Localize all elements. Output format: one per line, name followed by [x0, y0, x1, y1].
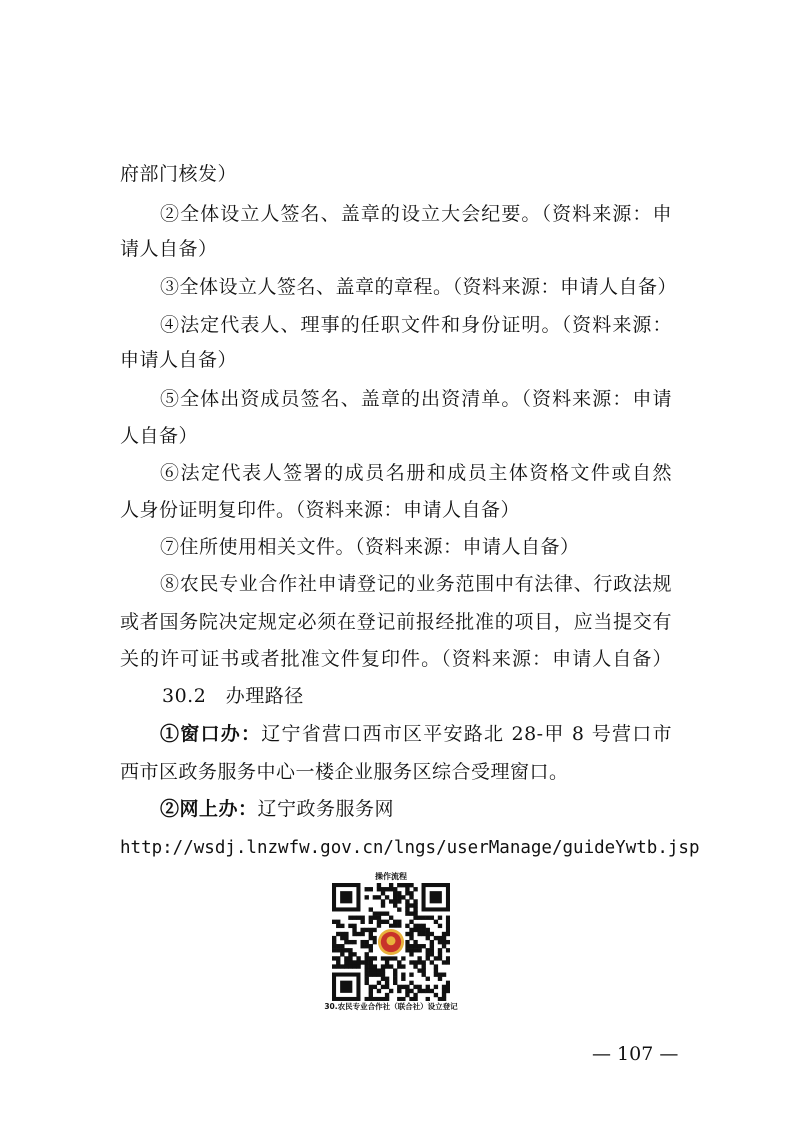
window-text-1: 辽宁省营口西市区平安路北 28-甲 8 号营口市: [261, 723, 672, 745]
text-line-7: ⑤全体出资成员签名、盖章的出资清单。（资料来源：申请: [160, 388, 672, 410]
qr-code-block: [318, 872, 464, 1014]
page-number: — 107 —: [592, 1043, 679, 1065]
qr-code-icon[interactable]: [332, 883, 450, 1001]
text-line-1: 府部门核发）: [120, 163, 238, 185]
text-line-10: 人身份证明复印件。（资料来源：申请人自备）: [120, 499, 521, 521]
text-line-2: ②全体设立人签名、盖章的设立大会纪要。（资料来源：申: [160, 203, 672, 225]
online-line: [160, 797, 394, 821]
window-line-2: 西市区政务服务中心一楼企业服务区综合受理窗口。: [120, 761, 569, 783]
text-line-6: 申请人自备）: [120, 349, 238, 371]
window-label: ①窗口办：: [160, 723, 262, 745]
text-line-13: 或者国务院决定规定必须在登记前报经批准的项目，应当提交有: [120, 611, 672, 633]
text-line-14: 关的许可证书或者批准文件复印件。（资料来源：申请人自备）: [120, 648, 672, 670]
qr-caption-top: 操作流程: [375, 872, 407, 881]
qr-caption-bottom: 30.农民专业合作社（联合社）设立登记: [324, 1002, 458, 1011]
text-line-3: 请人自备）: [120, 238, 218, 260]
text-line-4: ③全体设立人签名、盖章的章程。（资料来源：申请人自备）: [160, 276, 678, 298]
text-line-9: ⑥法定代表人签署的成员名册和成员主体资格文件或自然: [160, 462, 672, 484]
section-heading: 30.2 办理路径: [162, 685, 304, 707]
online-text: 辽宁政务服务网: [257, 798, 395, 820]
text-line-11: ⑦住所使用相关文件。（资料来源：申请人自备）: [160, 536, 580, 558]
online-label: ②网上办：: [160, 798, 258, 820]
window-line-1: [160, 722, 672, 746]
text-line-5: ④法定代表人、理事的任职文件和身份证明。（资料来源：: [160, 314, 672, 336]
service-url-link[interactable]: http://wsdj.lnzwfw.gov.cn/lngs/userManage/guideYwtb.jsp: [120, 838, 700, 858]
text-line-12: ⑧农民专业合作社申请登记的业务范围中有法律、行政法规: [160, 573, 672, 595]
text-line-8: 人自备）: [120, 425, 199, 447]
